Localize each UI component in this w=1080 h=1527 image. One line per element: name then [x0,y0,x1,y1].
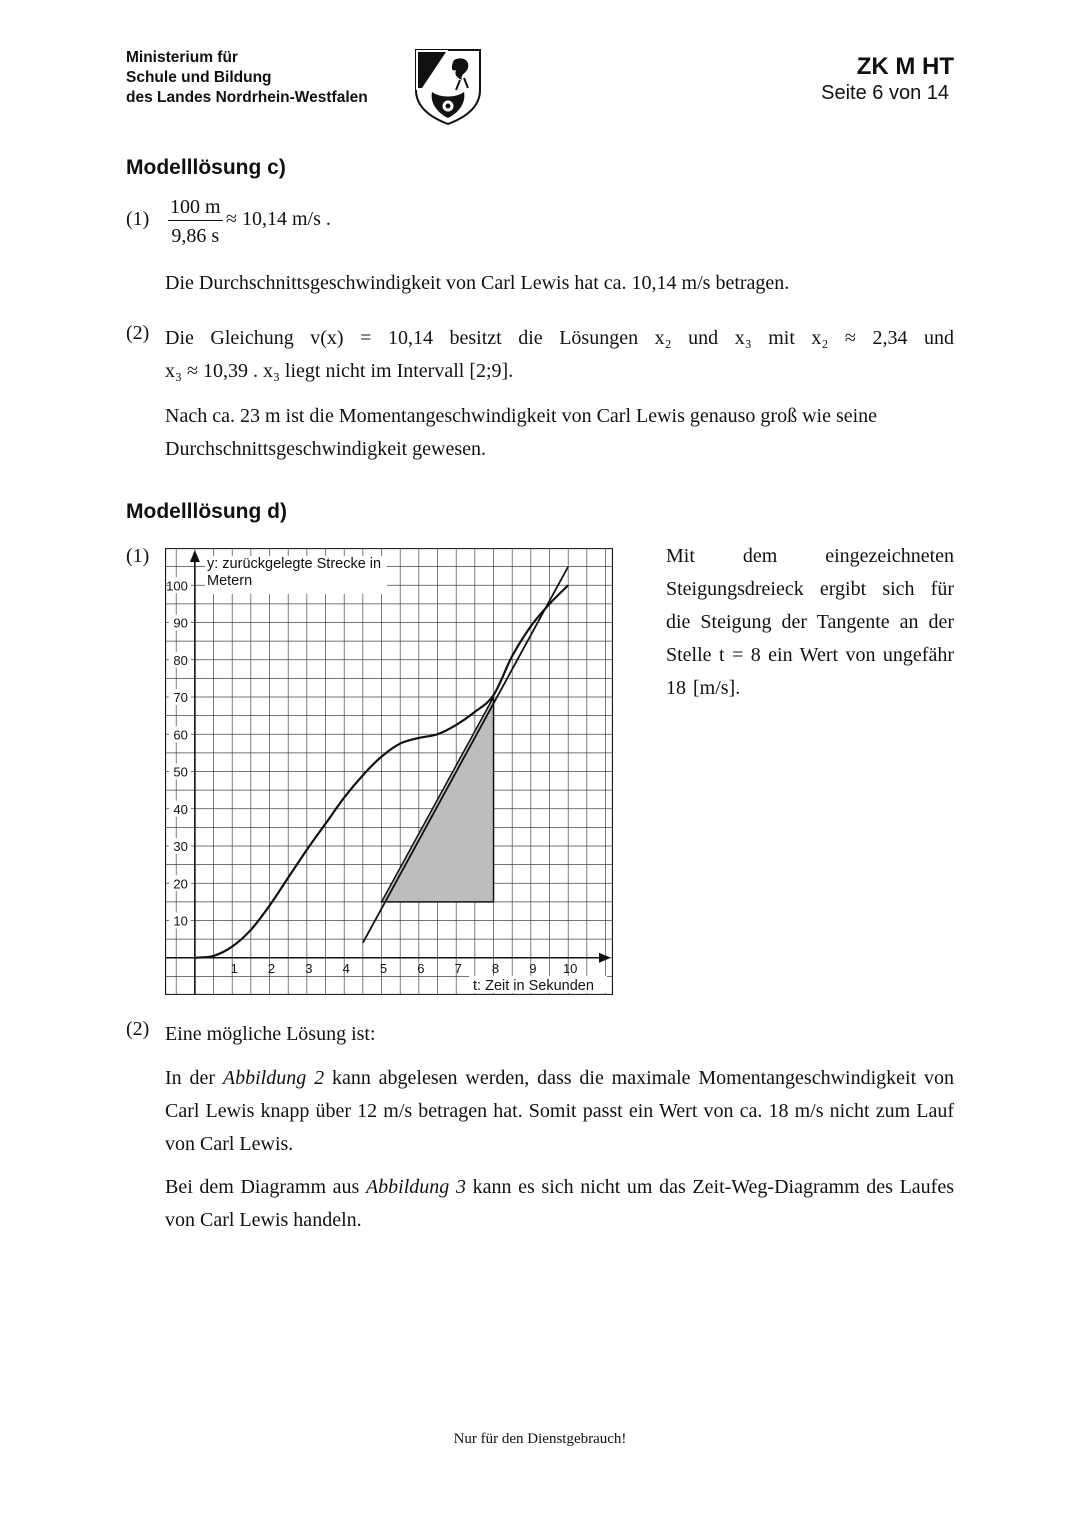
ministry-line-2: Schule und Bildung [126,69,272,86]
d2-intro: Eine mögliche Lösung ist: [165,1023,376,1045]
x-tick-label: 10 [562,960,578,976]
x-tick-label: 2 [267,960,276,976]
fraction-denominator: 9,86 s [171,225,220,247]
y-tick-label: 70 [173,690,188,705]
y-tick-label: 90 [173,615,188,631]
fraction-numerator: 100 m [168,194,223,221]
x-tick-label: 5 [379,960,388,976]
fraction [168,194,223,251]
d2-paragraph-1: In der Abbildung 2 kann abgelesen werden, dass die maximale Momentangeschwindigkeit von Carl Lewis knapp über 12 m/s betragen hat. Somit passt ein Wert von ca. 18 m/s nicht zum Lauf von Carl Lewis. [165,1067,954,1155]
x-tick-label: 1 [230,960,238,976]
figure-reference: Abbildung 3 [365,1176,466,1198]
document-code: ZK M HT [856,53,954,80]
ministry-line-1: Ministerium für [126,49,238,66]
y-tick-label: 20 [173,876,188,892]
y-tick-label: 30 [173,839,188,854]
x-axis-label: t: Zeit in Sekunden [473,978,594,994]
item-number-c2: (2) [126,322,150,344]
fraction-result: ≈ 10,14 m/s . [226,208,331,230]
y-tick-label: 80 [173,652,188,668]
x-tick-label: 7 [454,960,462,976]
y-axis-label: y: zurückgelegte Strecke in Metern [207,556,382,589]
y-tick-label: 50 [173,764,188,780]
heading-modellloesung-c: Modelllösung c) [126,156,286,179]
d2-paragraph-2: Bei dem Diagramm aus Abbildung 3 kann es sich nicht um das Zeit-Weg-Diagramm des Laufes von Carl Lewis handeln. [165,1176,954,1231]
c1-text: Die Durchschnittsgeschwindigkeit von Carl Lewis hat ca. 10,14 m/s betragen. [165,272,790,294]
c2-text: Nach ca. 23 m ist die Momentangeschwindigkeit von Carl Lewis genauso groß wie seine Durchschnittsgeschwindigkeit gewesen. [165,405,878,460]
page-number: Seite 6 von 14 [821,82,949,104]
figure-reference: Abbildung 2 [222,1067,325,1089]
x-tick-label: 6 [417,960,425,976]
item-number-c1: (1) [126,208,150,230]
x-tick-label: 3 [305,960,313,976]
heading-modellloesung-d: Modelllösung d) [126,500,287,523]
y-tick-label: 100 [166,578,188,594]
item-number-d1: (1) [126,545,150,567]
x-tick-label: 8 [491,960,500,976]
nrw-crest-icon [412,46,484,126]
c2-line-2: x₃ ≈ 10,39 . x₃ liegt nicht im Intervall [2;9]. [165,360,514,382]
footer-note: Nur für den Dienstgebrauch! [453,1431,627,1447]
distance-time-chart [165,548,613,995]
d1-text: Mit dem eingezeichneten Steigungsdreieck ergibt sich für die Steigung der Tangente an der Stelle t = 8 ein Wert von ungefähr 18 [m/s]. [666,545,954,699]
y-tick-label: 60 [173,727,188,743]
y-tick-label: 40 [173,801,188,817]
ministry-header [126,48,368,108]
ministry-line-3: des Landes Nordrhein-Westfalen [126,89,368,106]
c2-line-1: Die Gleichung v(x) = 10,14 besitzt die Lösungen x₂ und x₃ mit x₂ ≈ 2,34 und [165,327,954,349]
x-tick-label: 4 [342,960,350,976]
y-tick-label: 10 [173,913,188,929]
x-tick-label: 9 [529,960,537,976]
chart-svg [165,548,613,995]
item-number-d2: (2) [126,1018,150,1040]
